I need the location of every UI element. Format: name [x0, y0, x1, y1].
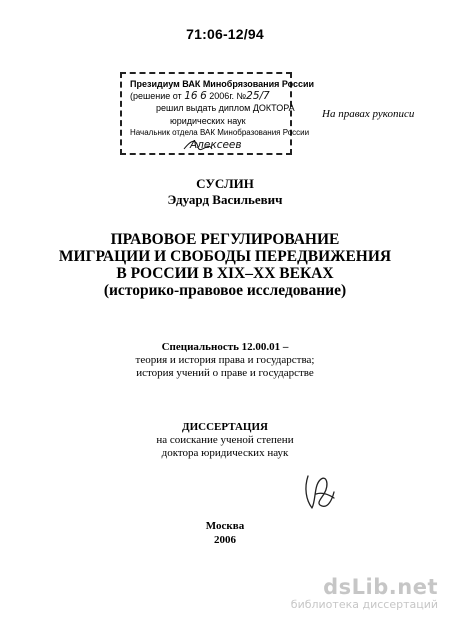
title-line-4: (историко-правовое исследование)	[103, 282, 347, 299]
stamp-date-month: 6	[200, 90, 207, 103]
vak-stamp	[120, 72, 315, 155]
place-year-block	[0, 519, 450, 547]
watermark-subtitle: библиотека диссертаций	[290, 598, 438, 611]
stamp-line-diploma: решил выдать диплом ДОКТОРА	[156, 103, 295, 114]
author-block	[0, 176, 450, 208]
year: 2006	[214, 534, 236, 546]
stamp-number-prefix: г. №	[229, 91, 247, 102]
degree-heading: ДИССЕРТАЦИЯ	[182, 421, 268, 433]
watermark-brand-main: dsLib	[323, 575, 389, 599]
stamp-line-decision	[130, 90, 285, 102]
degree-block	[0, 421, 450, 460]
dissertation-title	[0, 231, 450, 299]
stamp-date-day: 16	[184, 90, 198, 103]
title-line-3: В РОССИИ В XIX–XX ВЕКАХ	[116, 265, 334, 282]
specialty-line-2: теория и история права и государства;	[135, 354, 315, 366]
stamp-line-head: Начальник отдела ВАК Минобразования России	[130, 127, 310, 137]
author-signature-icon	[300, 470, 340, 514]
degree-line-2: на соискание ученой степени	[156, 434, 294, 446]
stamp-signer-name: Алексеев	[190, 139, 242, 152]
stamp-decision-prefix: (решение от	[130, 91, 182, 102]
stamp-decision-number: 25/7	[246, 90, 270, 103]
specialty-label: Специальность 12.00.01 –	[161, 341, 289, 353]
document-number: 71:06-12/94	[186, 26, 264, 42]
specialty-line-3: история учений о праве и государстве	[136, 367, 314, 379]
stamp-line-presidium: Президиум ВАК Минобрязования России	[130, 79, 315, 89]
watermark-brand-tld: .net	[388, 575, 438, 599]
watermark	[291, 576, 438, 612]
city: Москва	[205, 520, 245, 532]
stamp-date-year: 2006	[209, 91, 230, 102]
title-line-1: ПРАВОВОЕ РЕГУЛИРОВАНИЕ	[110, 231, 340, 248]
stamp-signature-icon	[182, 137, 262, 153]
watermark-brand	[291, 576, 438, 598]
author-name: Эдуард Васильевич	[167, 192, 283, 207]
specialty-block	[0, 341, 450, 380]
stamp-line-degree: юридических наук	[170, 115, 246, 126]
title-line-2: МИГРАЦИИ И СВОБОДЫ ПЕРЕДВИЖЕНИЯ	[58, 248, 392, 265]
degree-line-3: доктора юридических наук	[161, 447, 289, 459]
author-surname: СУСЛИН	[196, 176, 254, 191]
manuscript-note: На правах рукописи	[322, 108, 415, 120]
stamp-signature	[130, 139, 285, 153]
